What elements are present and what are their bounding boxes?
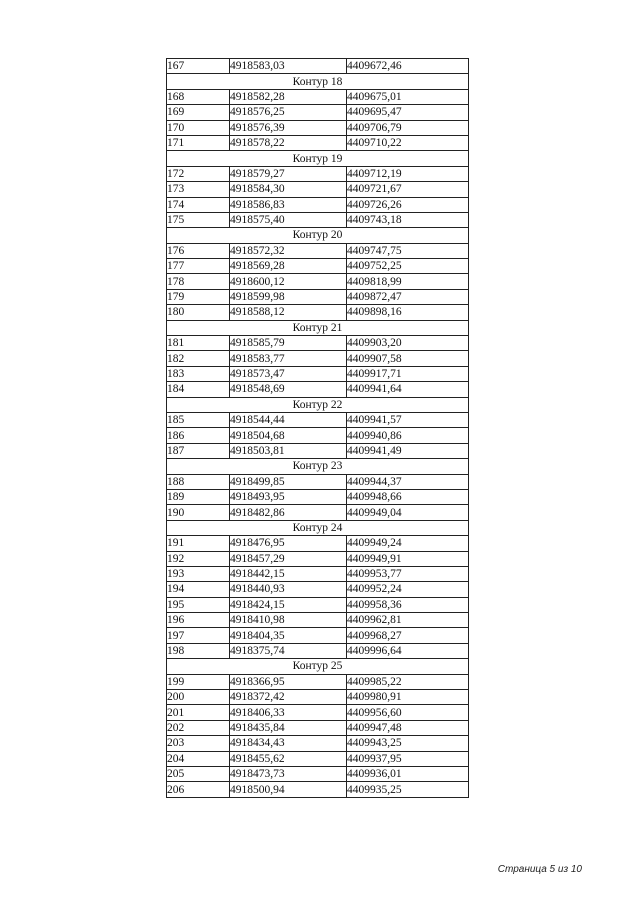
table-row [167, 643, 469, 658]
contour-label: Контур 22 [167, 397, 469, 412]
table-row [167, 259, 469, 274]
y-coordinate-cell: 4409747,75 [347, 243, 469, 258]
table-row [167, 412, 469, 427]
y-coordinate-cell: 4409940,86 [347, 428, 469, 443]
point-number-cell: 195 [167, 597, 230, 612]
point-number-cell: 171 [167, 135, 230, 150]
point-number-cell: 181 [167, 336, 230, 351]
point-number-cell: 200 [167, 690, 230, 705]
x-coordinate-cell: 4918482,86 [230, 505, 347, 520]
table-row [167, 166, 469, 181]
y-coordinate-cell: 4409752,25 [347, 259, 469, 274]
y-coordinate-cell: 4409949,91 [347, 551, 469, 566]
page-number: Страница 5 из 10 [497, 864, 582, 875]
y-coordinate-cell: 4409941,64 [347, 382, 469, 397]
table-row [167, 766, 469, 781]
y-coordinate-cell: 4409743,18 [347, 212, 469, 227]
table-row [167, 336, 469, 351]
y-coordinate-cell: 4409947,48 [347, 720, 469, 735]
y-coordinate-cell: 4409985,22 [347, 674, 469, 689]
y-coordinate-cell: 4409706,79 [347, 120, 469, 135]
x-coordinate-cell: 4918476,95 [230, 536, 347, 551]
y-coordinate-cell: 4409710,22 [347, 135, 469, 150]
point-number-cell: 194 [167, 582, 230, 597]
table-row [167, 274, 469, 289]
x-coordinate-cell: 4918366,95 [230, 674, 347, 689]
x-coordinate-cell: 4918440,93 [230, 582, 347, 597]
table-row [167, 305, 469, 320]
x-coordinate-cell: 4918504,68 [230, 428, 347, 443]
y-coordinate-cell: 4409695,47 [347, 105, 469, 120]
contour-header-row [167, 459, 469, 474]
y-coordinate-cell: 4409941,49 [347, 443, 469, 458]
x-coordinate-cell: 4918435,84 [230, 720, 347, 735]
y-coordinate-cell: 4409953,77 [347, 566, 469, 581]
point-number-cell: 169 [167, 105, 230, 120]
contour-label: Контур 24 [167, 520, 469, 535]
table-row [167, 197, 469, 212]
x-coordinate-cell: 4918500,94 [230, 782, 347, 797]
point-number-cell: 185 [167, 412, 230, 427]
x-coordinate-cell: 4918548,69 [230, 382, 347, 397]
y-coordinate-cell: 4409937,95 [347, 751, 469, 766]
y-coordinate-cell: 4409962,81 [347, 613, 469, 628]
x-coordinate-cell: 4918569,28 [230, 259, 347, 274]
y-coordinate-cell: 4409996,64 [347, 643, 469, 658]
contour-label: Контур 20 [167, 228, 469, 243]
contour-label: Контур 19 [167, 151, 469, 166]
x-coordinate-cell: 4918579,27 [230, 166, 347, 181]
point-number-cell: 192 [167, 551, 230, 566]
x-coordinate-cell: 4918575,40 [230, 212, 347, 227]
table-row [167, 105, 469, 120]
y-coordinate-cell: 4409818,99 [347, 274, 469, 289]
coordinates-table [166, 58, 469, 798]
contour-header-row [167, 397, 469, 412]
point-number-cell: 203 [167, 736, 230, 751]
y-coordinate-cell: 4409675,01 [347, 89, 469, 104]
x-coordinate-cell: 4918455,62 [230, 751, 347, 766]
contour-header-row [167, 659, 469, 674]
table-row [167, 582, 469, 597]
table-row [167, 443, 469, 458]
table-row [167, 351, 469, 366]
contour-header-row [167, 520, 469, 535]
table-row [167, 690, 469, 705]
x-coordinate-cell: 4918410,98 [230, 613, 347, 628]
x-coordinate-cell: 4918582,28 [230, 89, 347, 104]
x-coordinate-cell: 4918576,25 [230, 105, 347, 120]
x-coordinate-cell: 4918424,15 [230, 597, 347, 612]
point-number-cell: 180 [167, 305, 230, 320]
table-row [167, 366, 469, 381]
contour-label: Контур 18 [167, 74, 469, 89]
y-coordinate-cell: 4409944,37 [347, 474, 469, 489]
x-coordinate-cell: 4918434,43 [230, 736, 347, 751]
point-number-cell: 173 [167, 182, 230, 197]
y-coordinate-cell: 4409872,47 [347, 289, 469, 304]
table-row [167, 505, 469, 520]
y-coordinate-cell: 4409949,24 [347, 536, 469, 551]
table-row [167, 59, 469, 74]
contour-label: Контур 23 [167, 459, 469, 474]
x-coordinate-cell: 4918457,29 [230, 551, 347, 566]
x-coordinate-cell: 4918600,12 [230, 274, 347, 289]
y-coordinate-cell: 4409941,57 [347, 412, 469, 427]
y-coordinate-cell: 4409721,67 [347, 182, 469, 197]
x-coordinate-cell: 4918585,79 [230, 336, 347, 351]
x-coordinate-cell: 4918499,85 [230, 474, 347, 489]
point-number-cell: 206 [167, 782, 230, 797]
point-number-cell: 183 [167, 366, 230, 381]
y-coordinate-cell: 4409672,46 [347, 59, 469, 74]
table-row [167, 289, 469, 304]
y-coordinate-cell: 4409907,58 [347, 351, 469, 366]
y-coordinate-cell: 4409980,91 [347, 690, 469, 705]
y-coordinate-cell: 4409952,24 [347, 582, 469, 597]
table-row [167, 243, 469, 258]
table-row [167, 428, 469, 443]
contour-label: Контур 21 [167, 320, 469, 335]
y-coordinate-cell: 4409968,27 [347, 628, 469, 643]
table-row [167, 474, 469, 489]
point-number-cell: 199 [167, 674, 230, 689]
y-coordinate-cell: 4409898,16 [347, 305, 469, 320]
x-coordinate-cell: 4918493,95 [230, 489, 347, 504]
table-row [167, 720, 469, 735]
point-number-cell: 174 [167, 197, 230, 212]
contour-header-row [167, 320, 469, 335]
contour-header-row [167, 151, 469, 166]
x-coordinate-cell: 4918372,42 [230, 690, 347, 705]
x-coordinate-cell: 4918375,74 [230, 643, 347, 658]
point-number-cell: 170 [167, 120, 230, 135]
x-coordinate-cell: 4918578,22 [230, 135, 347, 150]
x-coordinate-cell: 4918584,30 [230, 182, 347, 197]
table-row [167, 551, 469, 566]
table-row [167, 736, 469, 751]
contour-header-row [167, 74, 469, 89]
point-number-cell: 172 [167, 166, 230, 181]
point-number-cell: 196 [167, 613, 230, 628]
table-row [167, 489, 469, 504]
x-coordinate-cell: 4918442,15 [230, 566, 347, 581]
point-number-cell: 204 [167, 751, 230, 766]
y-coordinate-cell: 4409948,66 [347, 489, 469, 504]
point-number-cell: 205 [167, 766, 230, 781]
table-row [167, 597, 469, 612]
table-row [167, 674, 469, 689]
table-row [167, 212, 469, 227]
point-number-cell: 168 [167, 89, 230, 104]
y-coordinate-cell: 4409936,01 [347, 766, 469, 781]
y-coordinate-cell: 4409949,04 [347, 505, 469, 520]
point-number-cell: 191 [167, 536, 230, 551]
contour-label: Контур 25 [167, 659, 469, 674]
table-row [167, 782, 469, 797]
x-coordinate-cell: 4918583,03 [230, 59, 347, 74]
x-coordinate-cell: 4918576,39 [230, 120, 347, 135]
table-row [167, 382, 469, 397]
point-number-cell: 178 [167, 274, 230, 289]
table-row [167, 705, 469, 720]
x-coordinate-cell: 4918404,35 [230, 628, 347, 643]
point-number-cell: 184 [167, 382, 230, 397]
point-number-cell: 202 [167, 720, 230, 735]
y-coordinate-cell: 4409712,19 [347, 166, 469, 181]
x-coordinate-cell: 4918583,77 [230, 351, 347, 366]
x-coordinate-cell: 4918573,47 [230, 366, 347, 381]
x-coordinate-cell: 4918406,33 [230, 705, 347, 720]
point-number-cell: 188 [167, 474, 230, 489]
point-number-cell: 175 [167, 212, 230, 227]
x-coordinate-cell: 4918473,73 [230, 766, 347, 781]
y-coordinate-cell: 4409903,20 [347, 336, 469, 351]
table-row [167, 135, 469, 150]
x-coordinate-cell: 4918599,98 [230, 289, 347, 304]
point-number-cell: 176 [167, 243, 230, 258]
table-row [167, 566, 469, 581]
point-number-cell: 193 [167, 566, 230, 581]
point-number-cell: 189 [167, 489, 230, 504]
point-number-cell: 187 [167, 443, 230, 458]
x-coordinate-cell: 4918588,12 [230, 305, 347, 320]
point-number-cell: 167 [167, 59, 230, 74]
table-row [167, 182, 469, 197]
y-coordinate-cell: 4409958,36 [347, 597, 469, 612]
table-row [167, 613, 469, 628]
y-coordinate-cell: 4409726,26 [347, 197, 469, 212]
point-number-cell: 201 [167, 705, 230, 720]
y-coordinate-cell: 4409943,25 [347, 736, 469, 751]
coordinates-table-body [167, 59, 469, 798]
x-coordinate-cell: 4918503,81 [230, 443, 347, 458]
point-number-cell: 197 [167, 628, 230, 643]
y-coordinate-cell: 4409956,60 [347, 705, 469, 720]
point-number-cell: 177 [167, 259, 230, 274]
point-number-cell: 179 [167, 289, 230, 304]
x-coordinate-cell: 4918544,44 [230, 412, 347, 427]
point-number-cell: 182 [167, 351, 230, 366]
table-row [167, 536, 469, 551]
y-coordinate-cell: 4409935,25 [347, 782, 469, 797]
table-row [167, 89, 469, 104]
table-row [167, 120, 469, 135]
table-row [167, 628, 469, 643]
point-number-cell: 186 [167, 428, 230, 443]
x-coordinate-cell: 4918572,32 [230, 243, 347, 258]
x-coordinate-cell: 4918586,83 [230, 197, 347, 212]
y-coordinate-cell: 4409917,71 [347, 366, 469, 381]
contour-header-row [167, 228, 469, 243]
point-number-cell: 190 [167, 505, 230, 520]
point-number-cell: 198 [167, 643, 230, 658]
table-row [167, 751, 469, 766]
